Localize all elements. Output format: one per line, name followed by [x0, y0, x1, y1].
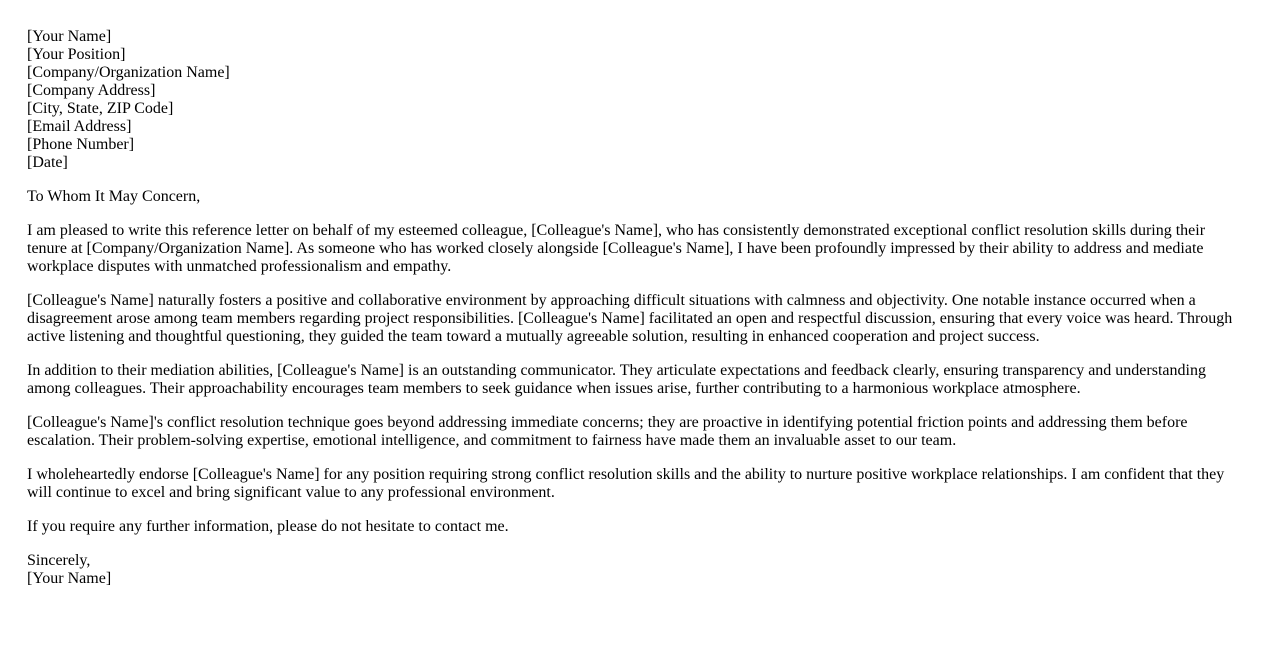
sender-company-name: [Company/Organization Name] [27, 64, 230, 81]
sender-name: [Your Name] [27, 28, 112, 45]
letter-paragraph-5: I wholeheartedly endorse [Colleague's Name] for any position requiring strong conflict resolution skills and the ability to nurture positive workplace relationships. I am confident that they will continue to excel and bring significant value to any professional environment. [27, 466, 1225, 501]
signature-name: [Your Name] [27, 570, 112, 587]
sender-position: [Your Position] [27, 46, 126, 63]
sender-email: [Email Address] [27, 118, 132, 135]
letter-paragraph-3: In addition to their mediation abilities, [Colleague's Name] is an outstanding communicator. They articulate expectations and feedback clearly, ensuring transparency and understanding among colleagues. Their approachability encourages team members to seek guidance when issues arise, further contributing to a harmonious workplace atmosphere. [27, 362, 1206, 397]
closing-salutation: Sincerely, [27, 552, 91, 569]
closing-block [27, 552, 1242, 588]
sender-company-address: [Company Address] [27, 82, 156, 99]
sender-info-block [27, 28, 1242, 172]
sender-city-state-zip: [City, State, ZIP Code] [27, 100, 174, 117]
sender-phone: [Phone Number] [27, 136, 135, 153]
letter-paragraph-6: If you require any further information, please do not hesitate to contact me. [27, 518, 509, 535]
letter-paragraph-1: I am pleased to write this reference letter on behalf of my esteemed colleague, [Colleague's Name], who has consistently demonstrated exceptional conflict resolution skills during their tenure at [Company/Organization Name]. As someone who has worked closely alongside [Colleague's Name], I have been profoundly impressed by their ability to address and mediate workplace disputes with unmatched professionalism and empathy. [27, 222, 1206, 275]
letter-paragraph-2: [Colleague's Name] naturally fosters a positive and collaborative environment by approaching difficult situations with calmness and objectivity. One notable instance occurred when a disagreement arose among team members regarding project responsibilities. [Colleague's Name] facilitated an open and respectful discussion, ensuring that every voice was heard. Through active listening and thoughtful questioning, they guided the team toward a mutually agreeable solution, resulting in enhanced cooperation and project success. [27, 292, 1233, 345]
salutation: To Whom It May Concern, [27, 188, 201, 205]
letter-paragraph-4: [Colleague's Name]'s conflict resolution technique goes beyond addressing immediate concerns; they are proactive in identifying potential friction points and addressing them before escalation. Their problem-solving expertise, emotional intelligence, and commitment to fairness have made them an invaluable asset to our team. [27, 414, 1188, 449]
letter-date: [Date] [27, 154, 68, 171]
